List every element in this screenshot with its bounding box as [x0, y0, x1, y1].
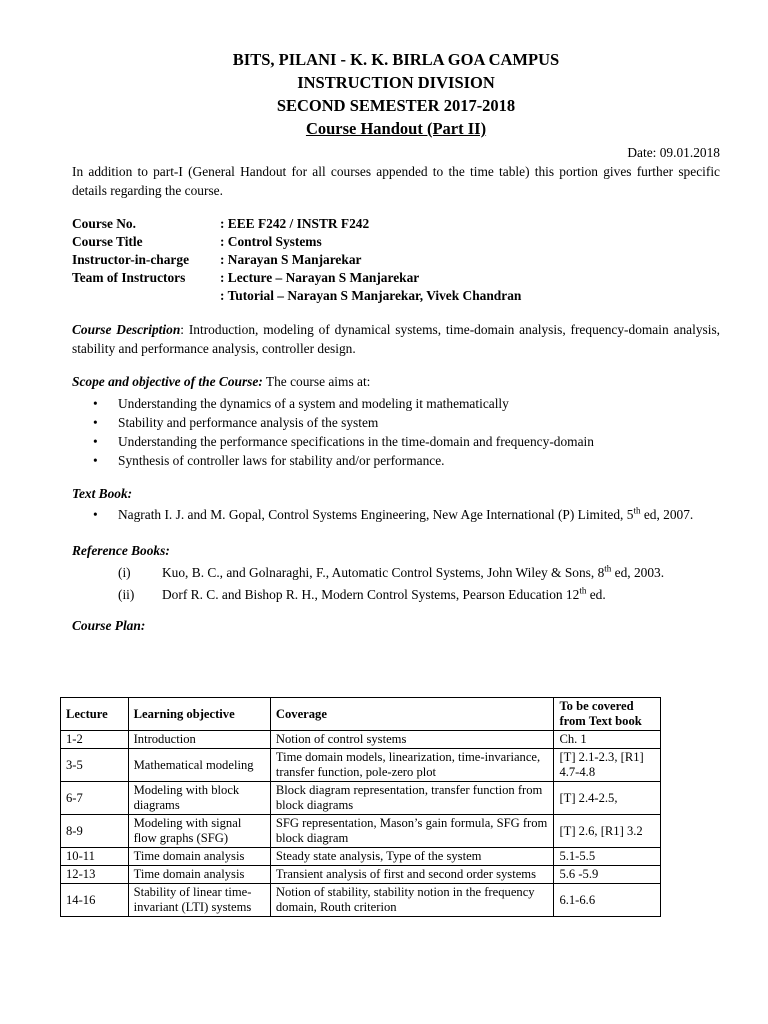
reference-citation-tail: ed, 2003. — [611, 564, 665, 580]
reference-books-list — [72, 564, 720, 604]
course-info-row — [72, 251, 521, 269]
course-plan-table — [60, 697, 661, 917]
scope-text: The course aims at: — [262, 374, 371, 389]
coverage-cell: Steady state analysis, Type of the system — [270, 848, 554, 866]
division-name: INSTRUCTION DIVISION — [297, 73, 495, 92]
table-row — [61, 731, 661, 749]
lecture-cell: 6-7 — [61, 782, 129, 815]
course-info-value: : EEE F242 / INSTR F242 — [220, 216, 370, 231]
lecture-cell: 8-9 — [61, 815, 129, 848]
list-item: • Synthesis of controller laws for stability and/or performance. — [72, 451, 720, 470]
course-plan-label: Course Plan: — [72, 617, 146, 633]
course-description — [72, 321, 720, 358]
course-info-value: : Lecture – Narayan S Manjarekar — [220, 270, 420, 285]
document-header — [72, 48, 720, 140]
text-book-label: Text Book: — [72, 485, 133, 501]
reference-edition-suffix: th — [604, 563, 612, 574]
lecture-cell: 1-2 — [61, 731, 129, 749]
objective-cell: Introduction — [128, 731, 270, 749]
handout-date: Date: 09.01.2018 — [627, 145, 720, 160]
objective-cell: Time domain analysis — [128, 848, 270, 866]
objective-cell: Stability of linear time-invariant (LTI) systems — [128, 884, 270, 917]
text-book-cell: 5.1-5.5 — [554, 848, 661, 866]
scope-list — [72, 394, 720, 470]
lecture-cell: 12-13 — [61, 866, 129, 884]
reference-citation-tail: ed. — [586, 586, 606, 602]
list-item: • Understanding the dynamics of a system and modeling it mathematically — [72, 394, 720, 413]
coverage-cell: SFG representation, Mason’s gain formula, SFG from block diagram — [270, 815, 554, 848]
reference-books-label: Reference Books: — [72, 542, 170, 558]
list-item — [72, 586, 720, 604]
course-info-label — [72, 287, 220, 305]
course-description-text: : Introduction, modeling of dynamical systems, time-domain analysis, frequency-domain analysis, stability and performance analysis, controller design. — [72, 322, 721, 356]
text-book-cell: [T] 2.1-2.3, [R1] 4.7-4.8 — [554, 749, 661, 782]
course-info-row — [72, 287, 521, 305]
text-book-cell: 6.1-6.6 — [554, 884, 661, 917]
institute-name: BITS, PILANI - K. K. BIRLA GOA CAMPUS — [232, 50, 560, 69]
text-book-cell: [T] 2.4-2.5, — [554, 782, 661, 815]
reference-edition-suffix: th — [579, 585, 587, 596]
table-row — [61, 848, 661, 866]
objective-cell: Modeling with block diagrams — [128, 782, 270, 815]
scope-label: Scope and objective of the Course: — [72, 374, 263, 389]
text-book-cell: [T] 2.6, [R1] 3.2 — [554, 815, 661, 848]
table-header-row — [61, 698, 661, 731]
semester-title: SECOND SEMESTER 2017-2018 — [276, 96, 516, 115]
objective-cell: Time domain analysis — [128, 866, 270, 884]
text-book-citation-tail: ed, 2007. — [640, 506, 694, 522]
course-info-value: : Narayan S Manjarekar — [220, 252, 362, 267]
course-info-table — [72, 215, 521, 305]
course-info-row — [72, 215, 521, 233]
coverage-cell: Block diagram representation, transfer function from block diagrams — [270, 782, 554, 815]
text-book-cell: 5.6 -5.9 — [554, 866, 661, 884]
column-header-objective: Learning objective — [128, 698, 270, 731]
text-book-citation: Nagrath I. J. and M. Gopal, Control Systems Engineering, New Age International (P) Limited, 5 — [118, 506, 634, 522]
list-item — [72, 505, 720, 524]
table-row — [61, 884, 661, 917]
course-info-row — [72, 269, 521, 287]
reference-citation: Kuo, B. C., and Golnaraghi, F., Automatic Control Systems, John Wiley & Sons, 8 — [162, 564, 605, 580]
course-info-value: : Control Systems — [220, 234, 322, 249]
text-book-list — [72, 505, 720, 524]
course-info-label: Instructor-in-charge — [72, 252, 190, 267]
course-info-label: Course Title — [72, 234, 143, 249]
lecture-cell: 3-5 — [61, 749, 129, 782]
column-header-lecture: Lecture — [61, 698, 129, 731]
coverage-cell: Notion of control systems — [270, 731, 554, 749]
course-info-value: : Tutorial – Narayan S Manjarekar, Vivek Chandran — [220, 288, 522, 303]
reference-number: (ii) — [118, 586, 135, 602]
column-header-coverage: Coverage — [270, 698, 554, 731]
handout-page — [72, 48, 720, 634]
lecture-cell: 10-11 — [61, 848, 129, 866]
coverage-cell: Notion of stability, stability notion in the frequency domain, Routh criterion — [270, 884, 554, 917]
table-row — [61, 815, 661, 848]
coverage-cell: Transient analysis of first and second order systems — [270, 866, 554, 884]
course-info-label: Course No. — [72, 216, 136, 231]
table-row — [61, 866, 661, 884]
course-info-row — [72, 233, 521, 251]
lecture-cell: 14-16 — [61, 884, 129, 917]
list-item — [72, 564, 720, 582]
text-book-cell: Ch. 1 — [554, 731, 661, 749]
intro-paragraph: In addition to part-I (General Handout for all courses appended to the time table) this portion gives further specific details regarding the course. — [72, 164, 720, 198]
handout-title: Course Handout (Part II) — [305, 119, 487, 138]
reference-number: (i) — [118, 564, 131, 580]
coverage-cell: Time domain models, linearization, time-invariance, transfer function, pole-zero plot — [270, 749, 554, 782]
column-header-text-book: To be covered from Text book — [554, 698, 661, 731]
text-book-edition-suffix: th — [633, 505, 641, 516]
reference-citation: Dorf R. C. and Bishop R. H., Modern Control Systems, Pearson Education 12 — [162, 586, 580, 602]
course-description-label: Course Description — [72, 322, 181, 337]
course-info-label: Team of Instructors — [72, 270, 186, 285]
scope-section — [72, 373, 720, 392]
list-item: • Stability and performance analysis of the system — [72, 413, 720, 432]
table-row — [61, 749, 661, 782]
table-row — [61, 782, 661, 815]
objective-cell: Modeling with signal flow graphs (SFG) — [128, 815, 270, 848]
list-item: • Understanding the performance specifications in the time-domain and frequency-domain — [72, 432, 720, 451]
objective-cell: Mathematical modeling — [128, 749, 270, 782]
